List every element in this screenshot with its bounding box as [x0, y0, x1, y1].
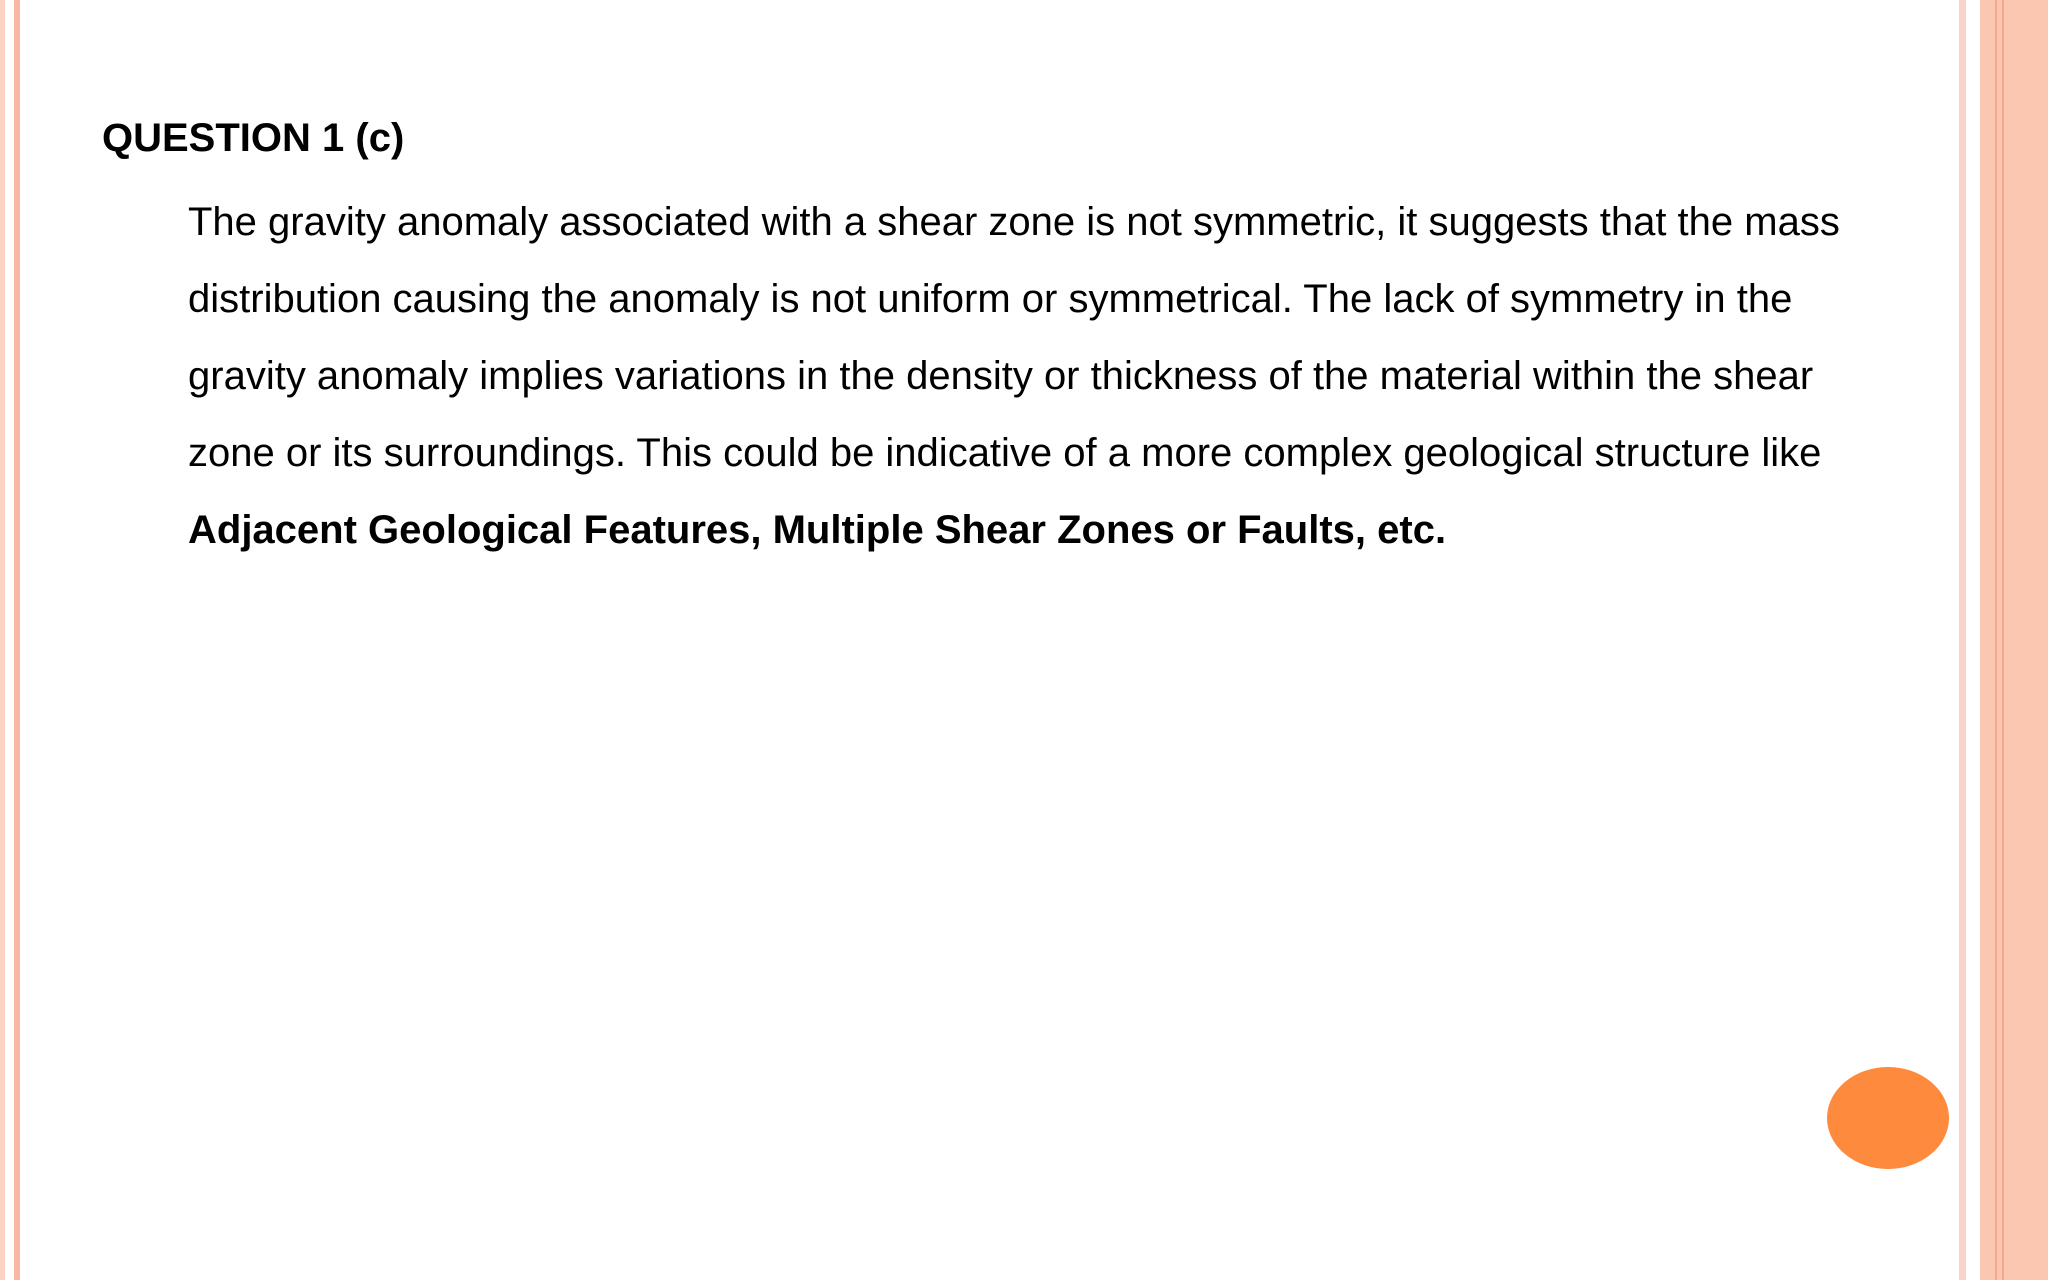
left-border-strip — [0, 0, 5, 1280]
body-bold-line: Adjacent Geological Features, Multiple Shear Zones or Faults, etc. — [188, 508, 1447, 552]
right-border-line — [1959, 0, 1966, 1280]
body-line: The gravity anomaly associated with a shear zone is not symmetric, it suggests that the mass — [188, 200, 1840, 244]
right-band-line — [2002, 0, 2004, 1280]
orange-circle-decoration — [1827, 1067, 1949, 1169]
slide-title: QUESTION 1 (c) — [102, 116, 405, 160]
body-line: distribution causing the anomaly is not uniform or symmetrical. The lack of symmetry in the — [188, 277, 1793, 321]
right-band-line — [1995, 0, 1997, 1280]
right-border-band — [1980, 0, 2048, 1280]
body-paragraph — [188, 184, 1958, 569]
body-line: gravity anomaly implies variations in the density or thickness of the material within the shear — [188, 354, 1814, 398]
body-line: zone or its surroundings. This could be indicative of a more complex geological structure like — [188, 431, 1822, 475]
left-border-line — [14, 0, 20, 1280]
